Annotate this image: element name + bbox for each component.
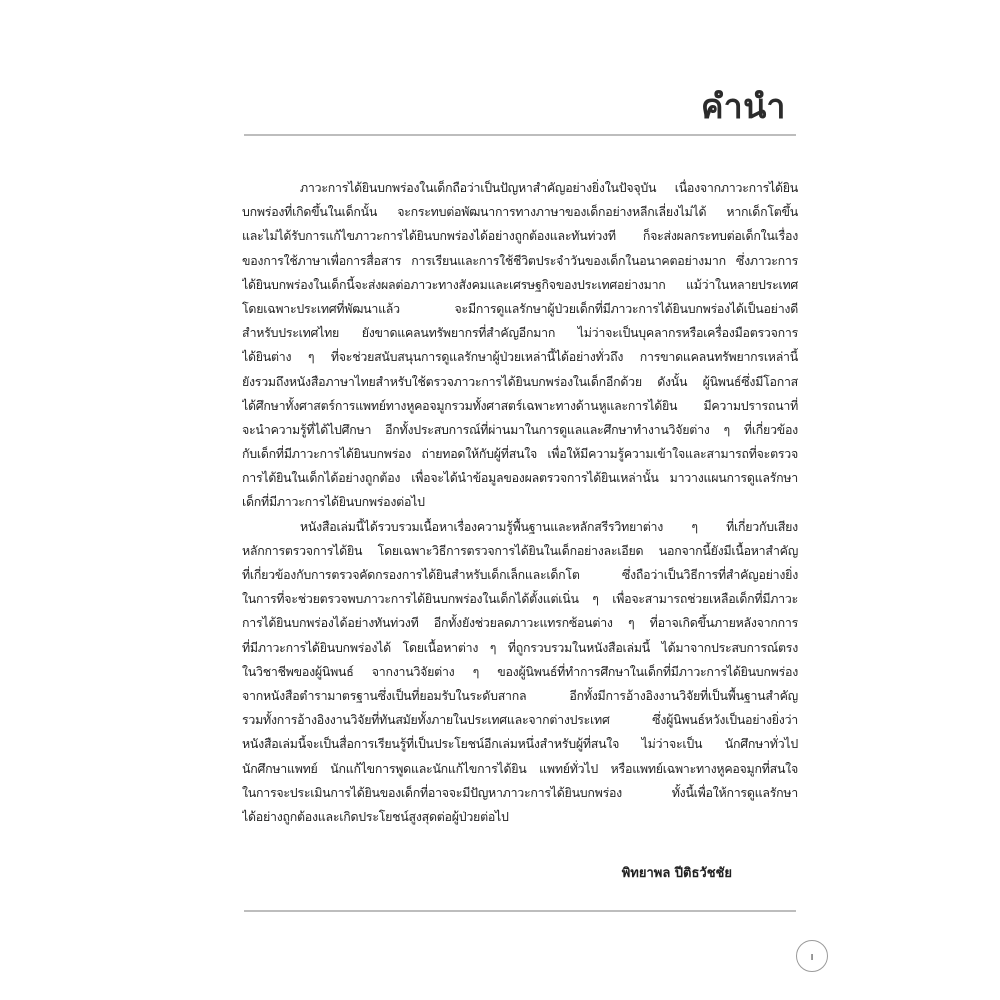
author-signature: พิทยาพล ปีติธวัชชัย	[621, 866, 732, 881]
text-line: ในวิชาชีพของผู้นิพนธ์ จากงานวิจัยต่าง ๆ ของผู้นิพนธ์ที่ทำการศึกษาในเด็กที่มีภาวะการได้ยินบกพร่อง	[242, 663, 798, 679]
text-line: ที่เกี่ยวข้องกับการตรวจคัดกรองการได้ยินสำหรับเด็กเล็กและเด็กโต ซึ่งถือว่าเป็นวิธีการที่สำคัญอย่างยิ่ง	[242, 567, 798, 582]
text-line: ได้ศึกษาทั้งศาสตร์การแพทย์ทางหูคอจมูกรวมทั้งศาสตร์เฉพาะทางด้านหูและการได้ยิน มีความปรารถนาที่	[242, 397, 798, 413]
text-line: ได้ยินต่าง ๆ ที่จะช่วยสนับสนุนการดูแลรักษาผู้ป่วยเหล่านี้ได้อย่างทั่วถึง การขาดแคลนทรัพยากรเหล่านี้	[242, 349, 798, 365]
text-line: ได้ยินบกพร่องในเด็กนี้จะส่งผลต่อภาวะทางสังคมและเศรษฐกิจของประเทศอย่างมาก แม้ว่าในหลายประเทศ	[242, 276, 798, 292]
footer-divider	[244, 910, 796, 912]
text-line: กับเด็กที่มีภาวะการได้ยินบกพร่อง ถ่ายทอดให้กับผู้ที่สนใจ เพื่อให้มีความรู้ความเข้าใจและสามารถที่จะตรวจ	[242, 446, 798, 462]
text-line: สำหรับประเทศไทย ยังขาดแคลนทรัพยากรที่สำคัญอีกมาก ไม่ว่าจะเป็นบุคลากรหรือเครื่องมือตรวจการ	[242, 325, 798, 341]
text-line: จากหนังสือตำรามาตรฐานซึ่งเป็นที่ยอมรับในระดับสากล อีกทั้งมีการอ้างอิงงานวิจัยที่เป็นพื้นฐานสำคัญ	[242, 687, 798, 703]
text-line: ที่มีภาวะการได้ยินบกพร่องได้ โดยเนื้อหาต่าง ๆ ที่ถูกรวบรวมในหนังสือเล่มนี้ ได้มาจากประสบการณ์ตรง	[242, 639, 798, 655]
text-line: จะนำความรู้ที่ได้ไปศึกษา อีกทั้งประสบการณ์ที่ผ่านมาในการดูแลและศึกษาทำงานวิจัยต่าง ๆ ที่เกี่ยวข้อง	[242, 421, 798, 437]
text-line: ของการใช้ภาษาเพื่อการสื่อสาร การเรียนและการใช้ชีวิตประจำวันของเด็กในอนาคตอย่างมาก ซึ่งภาวะการ	[242, 252, 798, 268]
text-line: นักศึกษาแพทย์ นักแก้ไขการพูดและนักแก้ไขการได้ยิน แพทย์ทั่วไป หรือแพทย์เฉพาะทางหูคอจมูกที่สนใจ	[242, 760, 798, 776]
text-line: หนังสือเล่มนี้ได้รวบรวมเนื้อหาเรื่องความรู้พื้นฐานและหลักสรีรวิทยาต่าง ๆ ที่เกี่ยวกับเสียง	[300, 518, 798, 534]
text-line: โดยเฉพาะประเทศที่พัฒนาแล้ว จะมีการดูแลรักษาผู้ป่วยเด็กที่มีภาวะการได้ยินบกพร่องได้เป็นอย่างดี	[242, 300, 798, 316]
text-line: หนังสือเล่มนี้จะเป็นสื่อการเรียนรู้ที่เป็นประโยชน์อีกเล่มหนึ่งสำหรับผู้ที่สนใจ ไม่ว่าจะเป็น นักศึกษาทั่วไป	[242, 736, 798, 752]
text-line: และไม่ได้รับการแก้ไขภาวะการได้ยินบกพร่องได้อย่างถูกต้องและทันท่วงที ก็จะส่งผลกระทบต่อเด็กในเรื่อง	[242, 228, 798, 244]
text-line: ในการจะประเมินการได้ยินของเด็กที่อาจจะมีปัญหาภาวะการได้ยินบกพร่อง ทั้งนี้เพื่อให้การดูแลรักษา	[242, 784, 798, 800]
text-line: บกพร่องที่เกิดขึ้นในเด็กนั้น จะกระทบต่อพัฒนาการทางภาษาของเด็กอย่างหลีกเลี่ยงไม่ได้ หากเด็กโตขึ้น	[242, 204, 798, 220]
text-line: หลักการตรวจการได้ยิน โดยเฉพาะวิธีการตรวจการได้ยินในเด็กอย่างละเอียด นอกจากนี้ยังมีเนื้อหาสำคัญ	[242, 542, 798, 558]
preface-body	[242, 176, 798, 829]
text-line: ยังรวมถึงหนังสือภาษาไทยสำหรับใช้ตรวจภาวะการได้ยินบกพร่องในเด็กอีกด้วย ดังนั้น ผู้นิพนธ์ซึ่งมีโอกาส	[242, 373, 798, 389]
title-divider	[244, 134, 796, 136]
text-line: รวมทั้งการอ้างอิงงานวิจัยที่ทันสมัยทั้งภายในประเทศและจากต่างประเทศ ซึ่งผู้นิพนธ์หวังเป็นอย่างยิ่งว่า	[242, 712, 798, 728]
page-number-label: ı	[810, 949, 814, 963]
text-line: การได้ยินในเด็กได้อย่างถูกต้อง เพื่อจะได้นำข้อมูลของผลตรวจการได้ยินเหล่านั้น มาวางแผนการดูแลรักษา	[242, 470, 798, 486]
text-line: ได้อย่างถูกต้องและเกิดประโยชน์สูงสุดต่อผู้ป่วยต่อไป	[242, 808, 509, 824]
text-line: ภาวะการได้ยินบกพร่องในเด็กถือว่าเป็นปัญหาสำคัญอย่างยิ่งในปัจจุบัน เนื่องจากภาวะการได้ยิน	[300, 180, 798, 195]
text-line: การได้ยินบกพร่องได้อย่างทันท่วงที อีกทั้งยังช่วยลดภาวะแทรกซ้อนต่าง ๆ ที่อาจเกิดขึ้นภายหลังจากการ	[242, 615, 798, 631]
text-line: ในการที่จะช่วยตรวจพบภาวะการได้ยินบกพร่องในเด็กได้ตั้งแต่เนิ่น ๆ เพื่อจะสามารถช่วยเหลือเด็กที่มีภาวะ	[242, 591, 798, 607]
text-line: เด็กที่มีภาวะการได้ยินบกพร่องต่อไป	[242, 494, 425, 510]
page-title: คำนำ	[700, 87, 786, 127]
page-number	[796, 940, 828, 972]
